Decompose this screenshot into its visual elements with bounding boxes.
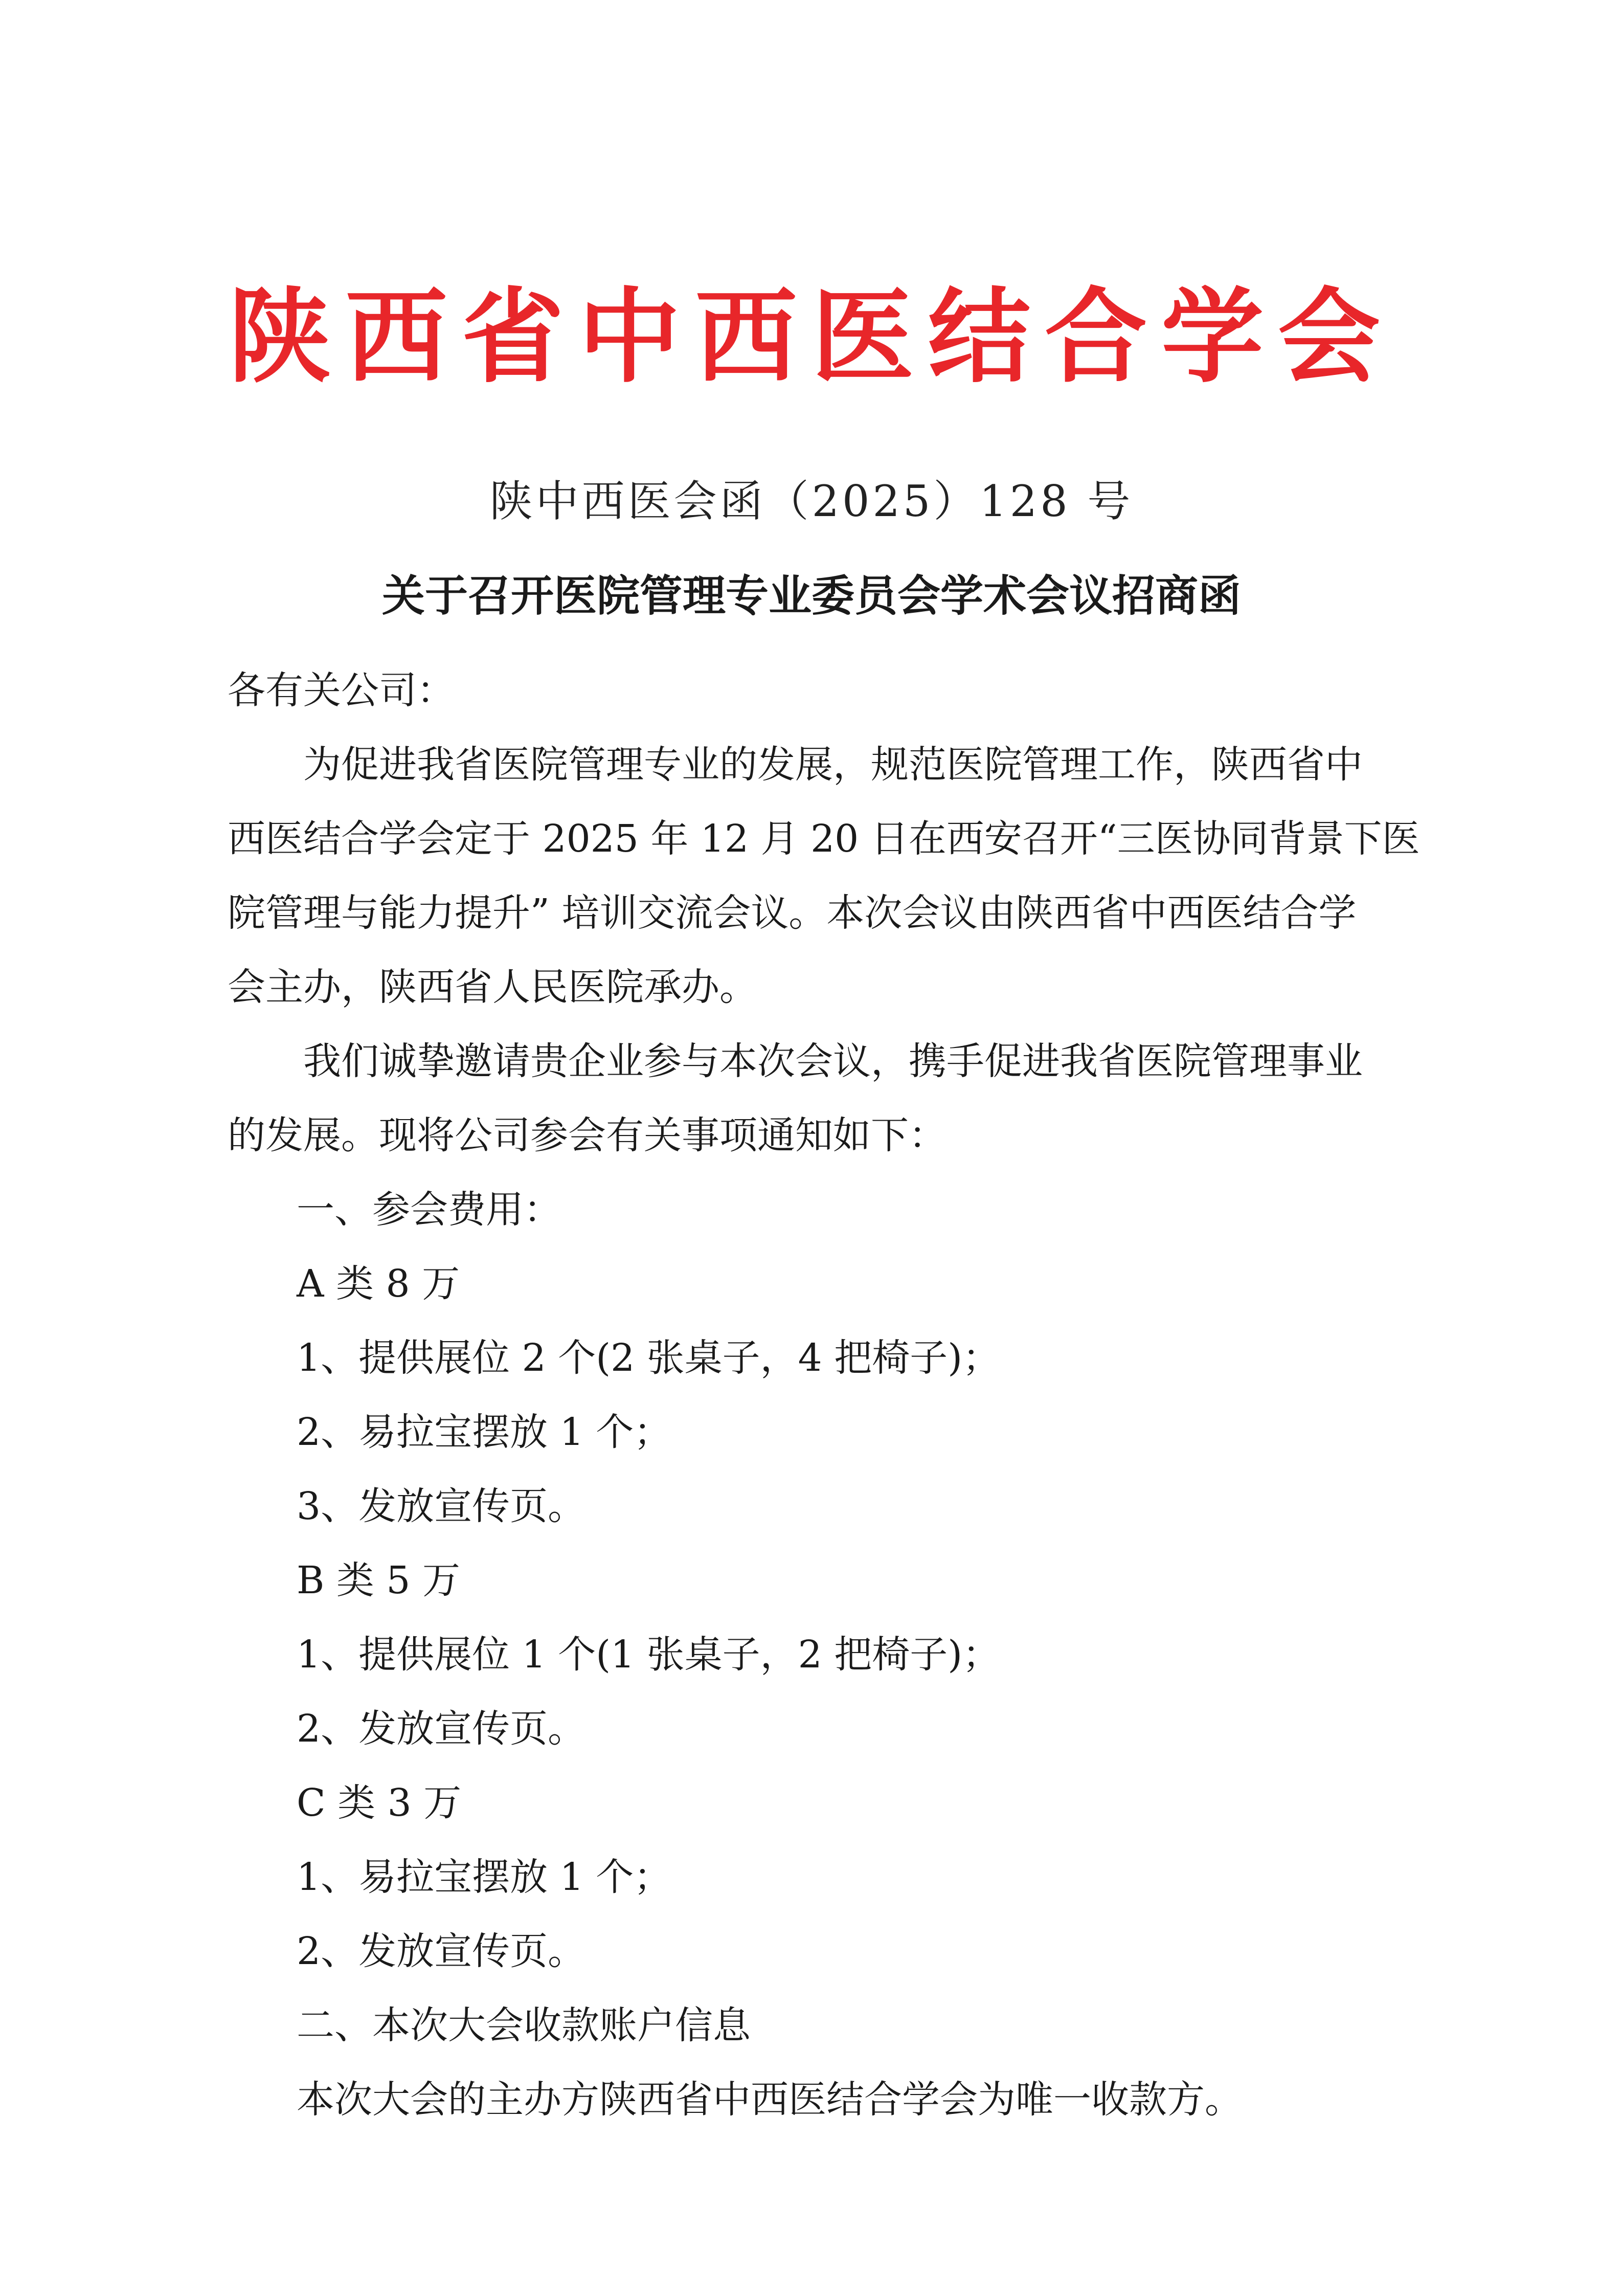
tier-heading-b: B 类 5 万 xyxy=(297,1558,461,1602)
paragraph-line: 我们诚挚邀请贵企业参与本次会议，携手促进我省医院管理事业 xyxy=(303,1039,1363,1083)
tier-heading-a: A 类 8 万 xyxy=(297,1262,460,1306)
letter-body xyxy=(228,654,1420,2137)
tier-b-item: 1、提供展位 1 个(1 张桌子，2 把椅子)； xyxy=(297,1633,1001,1677)
paragraph-line: 会主办，陕西省人民医院承办。 xyxy=(228,965,757,1009)
paragraph-line: 为促进我省医院管理专业的发展，规范医院管理工作，陕西省中 xyxy=(303,743,1363,787)
tier-heading-c: C 类 3 万 xyxy=(297,1781,462,1825)
section-heading-account: 二、本次大会收款账户信息 xyxy=(297,2003,751,2047)
tier-c-item: 2、发放宣传页。 xyxy=(297,1929,586,1973)
tier-a-item: 3、发放宣传页。 xyxy=(297,1484,586,1528)
paragraph-line: 院管理与能力提升” 培训交流会议。本次会议由陕西省中西医结合学 xyxy=(228,891,1357,935)
tier-c-item: 1、易拉宝摆放 1 个； xyxy=(297,1855,672,1899)
document-number: 陕中西医会函（2025）128 号 xyxy=(489,476,1134,526)
paragraph-line: 西医结合学会定于 2025 年 12 月 20 日在西安召开“三医协同背景下医 xyxy=(228,817,1420,861)
tier-a-item: 1、提供展位 2 个(2 张桌子，4 把椅子)； xyxy=(297,1336,1001,1380)
tier-a-item: 2、易拉宝摆放 1 个； xyxy=(297,1410,672,1454)
account-info-text: 本次大会的主办方陕西省中西医结合学会为唯一收款方。 xyxy=(297,2078,1243,2122)
section-heading-fees: 一、参会费用： xyxy=(297,1188,561,1232)
paragraph-line: 的发展。现将公司参会有关事项通知如下： xyxy=(228,1113,946,1157)
salutation: 各有关公司： xyxy=(228,668,455,712)
organization-masthead: 陕西省中西医结合学会 xyxy=(228,278,1394,397)
tier-b-item: 2、发放宣传页。 xyxy=(297,1707,586,1751)
document-title: 关于召开医院管理专业委员会学术会议招商函 xyxy=(381,571,1241,621)
